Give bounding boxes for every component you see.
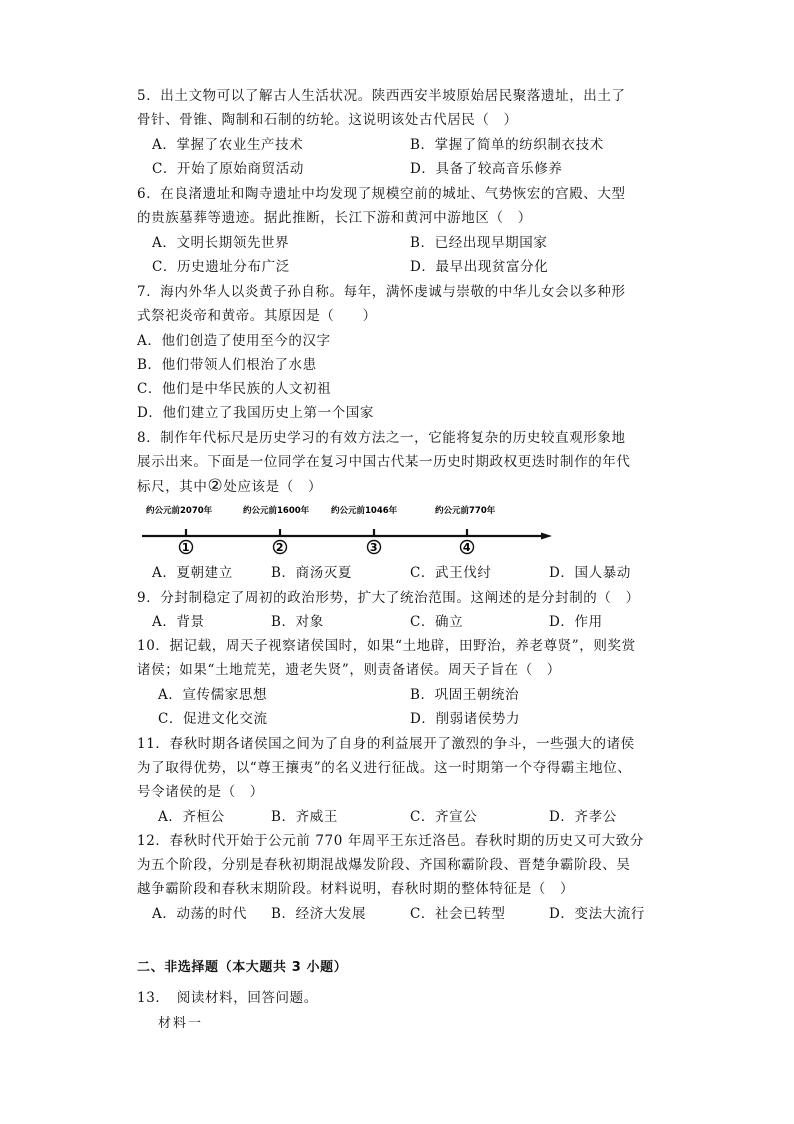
q6-option-b: B．已经出现早期国家 [410,235,548,251]
q6-option-c: C．历史遗址分布广泛 [152,259,290,275]
timeline-digit-1: 1 [181,541,191,554]
q8-option-c: C．武王伐纣 [410,565,492,581]
q8-stem-line-3-prefix: 标尺，其中 [137,479,208,495]
q6-stem-line-2: 的贵族墓葬等遗迹。据此推断，长江下游和黄河中游地区（ ） [137,210,532,226]
q9-option-c: C．确立 [410,614,464,630]
q12-stem-line-2: 为五个阶段，分别是春秋初期混战爆发阶段、齐国称霸阶段、晋楚争霸阶段、吴 [137,857,631,873]
q13-stem-line-1: 13． 阅读材料，回答问题。 [137,990,318,1006]
q7-option-c: C．他们是中华民族的人文初祖 [137,381,332,397]
q11-option-b: B．齐威王 [271,809,338,825]
timeline-digit-4: 4 [462,541,472,554]
q8-stem-line-1: 8．制作年代标尺是历史学习的有效方法之一，它能将复杂的历史较直观形象地 [137,430,626,446]
q10-option-c: C．促进文化交流 [158,711,268,727]
q9-option-a: A．背景 [152,614,205,630]
q11-stem-line-2: 为了取得优势，以“尊王攘夷”的名义进行征战。这一时期第一个夺得霸主地位、 [137,760,632,776]
timeline-label-3: 约公元前1046年 [331,506,398,516]
q8-option-d: D．国人暴动 [549,565,631,581]
q7-option-a: A．他们创造了使用至今的汉字 [137,333,331,349]
timeline-digit-2: 2 [275,541,285,554]
q7-stem-line-1: 7．海内外华人以炎黄子孙自称。每年，满怀虔诚与崇敬的中华儿女会以多种形 [137,284,626,300]
q8-option-a: A．夏朝建立 [152,565,233,581]
q7-option-d: D．他们建立了我国历史上第一个国家 [137,405,375,421]
q10-option-a: A．宣传儒家思想 [158,687,268,703]
q9-option-b: B．对象 [271,614,324,630]
q8-stem-line-3-suffix: 处应该是（ ） [223,479,323,495]
q9-stem-line-1: 9．分封制稳定了周初的政治形势，扩大了统治范围。这阐述的是分封制的（ ） [137,590,640,606]
q5-option-a: A．掌握了农业生产技术 [152,137,304,153]
q10-option-b: B．巩固王朝统治 [410,687,520,703]
q6-option-d: D．最早出现贫富分化 [410,259,549,275]
q7-option-b: B．他们带领人们根治了水患 [137,357,317,373]
q6-stem-line-1: 6．在良渚遗址和陶寺遗址中均发现了规模空前的城址、气势恢宏的宫殿、大型 [137,186,626,202]
section-2-heading: 二、非选择题（本大题共 3 小题） [137,960,348,975]
q11-option-d: D．齐孝公 [549,809,617,825]
q11-stem-line-3: 号令诸侯的是（ ） [137,784,264,800]
timeline-label-4: 约公元前770年 [435,506,496,516]
q6-option-a: A．文明长期领先世界 [152,235,290,251]
q9-option-d: D．作用 [549,614,603,630]
q7-stem-line-2: 式祭祀炎帝和黄帝。其原因是（ ） [137,308,377,324]
q8-option-b: B．商汤灭夏 [271,565,353,581]
q12-option-a: A．动荡的时代 [152,906,247,922]
q12-option-b: B．经济大发展 [271,906,367,922]
timeline-arrowhead [541,533,552,540]
q13-material-label: 材料一 [158,1016,204,1031]
q8-circled-mark: ② [207,476,224,496]
q11-stem-line-1: 11．春秋时期各诸侯国之间为了自身的利益展开了激烈的争斗，一些强大的诸侯 [137,736,635,752]
q11-option-a: A．齐桓公 [158,809,225,825]
q10-option-d: D．削弱诸侯势力 [410,711,521,727]
q5-stem-line-1: 5．出土文物可以了解古人生活状况。陕西西安半坡原始居民聚落遗址，出土了 [137,88,626,104]
timeline-label-2: 约公元前1600年 [243,506,310,516]
timeline-label-1: 约公元前2070年 [146,506,213,516]
q8-timeline [138,496,558,556]
q10-stem-line-1: 10．据记载，周天子视察诸侯国时，如果“土地辟，田野治，养老尊贤”，则奖赏 [137,638,636,654]
q5-option-c: C．开始了原始商贸活动 [152,161,304,177]
q12-option-c: C．社会已转型 [410,906,506,922]
q10-stem-line-2: 诸侯；如果“土地荒芜，遗老失贤”，则责备诸侯。周天子旨在（ ） [137,662,561,678]
q5-option-b: B．掌握了简单的纺织制衣技术 [410,137,604,153]
timeline-digit-3: 3 [369,541,379,554]
q11-option-c: C．齐宣公 [410,809,478,825]
q12-stem-line-1: 12．春秋时代开始于公元前 770 年周平王东迁洛邑。春秋时期的历史又可大致分 [137,833,644,849]
q5-option-d: D．具备了较高音乐修养 [410,161,563,177]
q8-stem-line-2: 展示出来。下面是一位同学在复习中国古代某一历史时期政权更迭时制作的年代 [137,454,631,470]
q12-option-d: D．变法大流行 [549,906,646,922]
q5-stem-line-2: 骨针、骨锥、陶制和石制的纺轮。这说明该处古代居民（ ） [137,112,518,128]
q8-stem-line-3 [137,476,322,497]
q12-stem-line-3: 越争霸阶段和春秋末期阶段。材料说明，春秋时期的整体特征是（ ） [137,881,575,897]
